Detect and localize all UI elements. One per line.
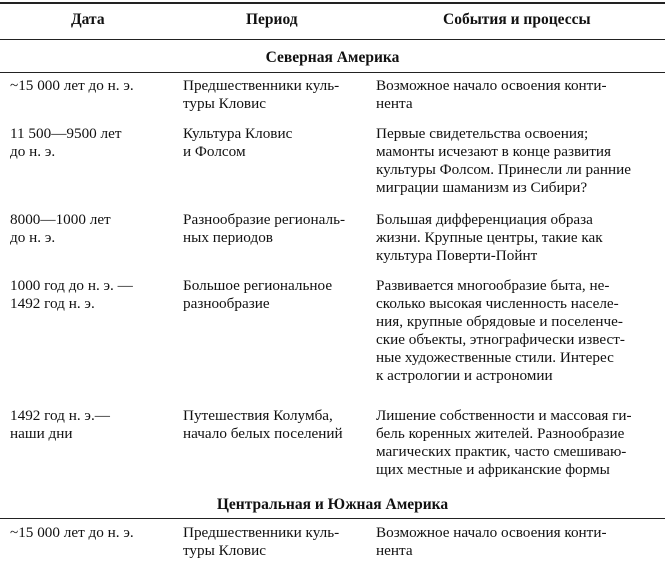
cell-events: Первые свидетельства освоения; мамонты исчезают в конце развития культуры Фолсом. Принесли ли ранние миграции шаманизм из Сибири? — [376, 125, 632, 196]
cell-events: Большая дифференциация образа жизни. Крупные центры, такие как культура Поверти-Пойнт — [376, 211, 603, 264]
cell-period: Разнообразие региональ- ных периодов — [183, 211, 346, 246]
cell-period: Большое региональное разнообразие — [183, 277, 333, 312]
cell-date: 1000 год до н. э. — 1492 год н. э. — [10, 277, 133, 312]
header-rule — [0, 39, 665, 40]
section-rule — [0, 72, 665, 73]
cell-events: Лишение собственности и массовая ги- бель коренных жителей. Разнообразие магических практик, часто смешиваю- щих местные и африканские формы — [376, 407, 632, 478]
cell-events: Развивается многообразие быта, не- сколько высокая численность населе- ния, крупные обрядовые и поселенче- ские объекты, этнографически извест- ные художественные стили. Интерес к астрологии и астрономии — [376, 277, 625, 384]
cell-date: 1492 год н. э.— наши дни — [10, 407, 110, 442]
cell-date: ~15 000 лет до н. э. — [10, 77, 134, 94]
cell-events: Возможное начало освоения конти- нента — [376, 77, 607, 112]
header-date: Дата — [71, 11, 105, 28]
section-title-central-south-america: Центральная и Южная Америка — [216, 496, 449, 513]
cell-period: Предшественники куль- туры Кловис — [183, 77, 340, 112]
cell-date: ~15 000 лет до н. э. — [10, 524, 134, 541]
header-events: События и процессы — [443, 11, 591, 28]
cell-date: 11 500—9500 лет до н. э. — [10, 125, 122, 160]
cell-period: Путешествия Колумба, начало белых поселений — [183, 407, 343, 442]
section-title-north-america: Северная Америка — [265, 49, 400, 66]
cell-date: 8000—1000 лет до н. э. — [10, 211, 111, 246]
cell-period: Культура Кловис и Фолсом — [183, 125, 293, 160]
section-rule — [0, 518, 665, 519]
cell-events: Возможное начало освоения конти- нента — [376, 524, 607, 559]
header-period: Период — [246, 11, 298, 28]
cell-period: Предшественники куль- туры Кловис — [183, 524, 340, 559]
table-top-rule — [0, 2, 665, 4]
